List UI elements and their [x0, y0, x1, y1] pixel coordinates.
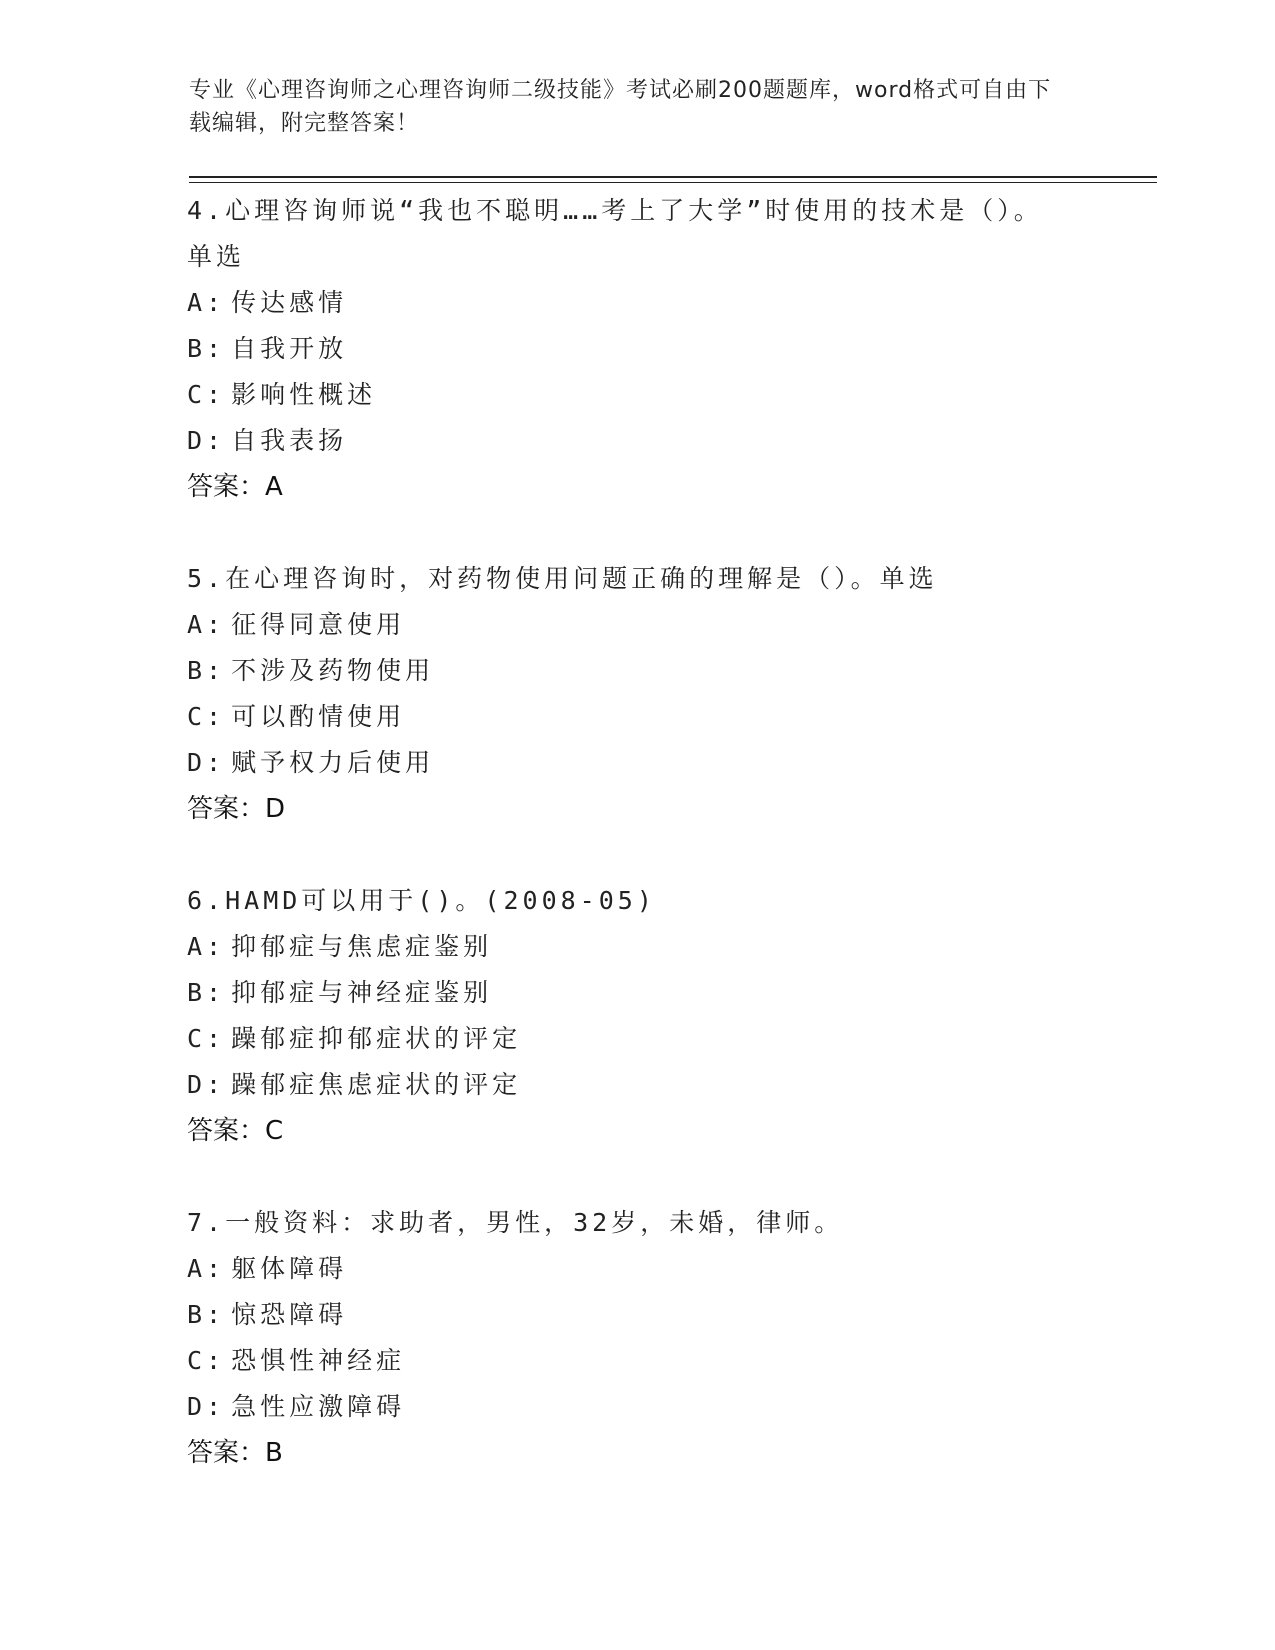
answer-line: 答案：A — [187, 472, 283, 502]
question-stem: 7.一般资料：求助者，男性，32岁，未婚，律师。 — [187, 1208, 844, 1237]
option-b: B: 惊恐障碍 — [187, 1300, 348, 1329]
question-5 — [187, 556, 1087, 832]
question-stem: 5.在心理咨询时，对药物使用问题正确的理解是（）。单选 — [187, 564, 938, 593]
option-c: C: 恐惧性神经症 — [187, 1346, 406, 1375]
option-c: C: 躁郁症抑郁症状的评定 — [187, 1024, 522, 1053]
option-d: D: 急性应激障碍 — [187, 1392, 406, 1421]
option-b: B: 抑郁症与神经症鉴别 — [187, 978, 493, 1007]
question-stem: 6.HAMD可以用于()。(2008-05) — [187, 886, 656, 915]
option-d: D: 自我表扬 — [187, 426, 348, 455]
option-b: B: 自我开放 — [187, 334, 348, 363]
option-a: A: 躯体障碍 — [187, 1254, 348, 1283]
header-divider-thick — [189, 176, 1157, 178]
header-divider-thin — [189, 182, 1157, 183]
answer-line: 答案：D — [187, 794, 286, 824]
answer-line: 答案：C — [187, 1116, 284, 1146]
question-6 — [187, 878, 1087, 1154]
question-7 — [187, 1200, 1087, 1476]
option-c: C: 可以酌情使用 — [187, 702, 406, 731]
option-c: C: 影响性概述 — [187, 380, 377, 409]
option-a: A: 抑郁症与焦虑症鉴别 — [187, 932, 493, 961]
option-a: A: 征得同意使用 — [187, 610, 406, 639]
answer-line: 答案：B — [187, 1438, 283, 1468]
option-d: D: 赋予权力后使用 — [187, 748, 435, 777]
option-d: D: 躁郁症焦虑症状的评定 — [187, 1070, 522, 1099]
document-header: 专业《心理咨询师之心理咨询师二级技能》考试必刷200题题库，word格式可自由下载编辑，附完整答案！ — [189, 78, 1052, 136]
option-b: B: 不涉及药物使用 — [187, 656, 435, 685]
option-a: A: 传达感情 — [187, 288, 348, 317]
question-4 — [187, 188, 1087, 510]
question-stem: 4.心理咨询师说“我也不聪明……考上了大学”时使用的技术是（）。单选 — [187, 196, 1043, 271]
question-list — [187, 188, 1087, 1522]
